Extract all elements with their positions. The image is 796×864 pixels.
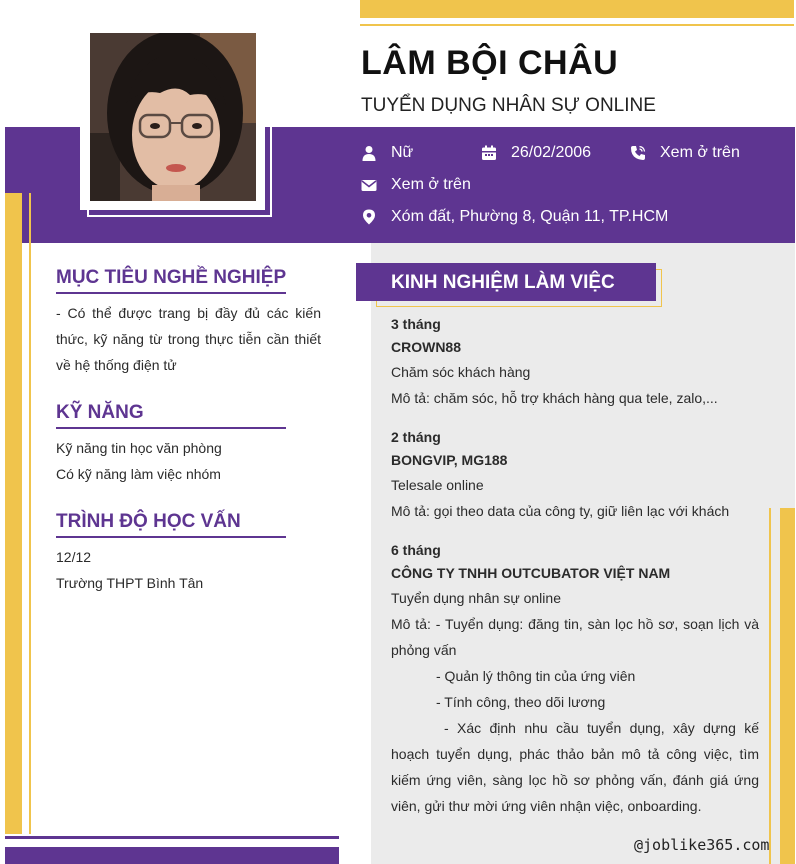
experience-description-item: - Quản lý thông tin của ứng viên bbox=[436, 668, 636, 684]
experience-role: Tuyển dụng nhân sự online bbox=[391, 590, 561, 606]
right-accent-line bbox=[769, 508, 771, 864]
education-title: TRÌNH ĐỘ HỌC VẤN bbox=[56, 511, 241, 532]
birthday-info bbox=[481, 144, 591, 162]
experience-role: Chăm sóc khách hàng bbox=[391, 364, 531, 380]
experience-item bbox=[391, 313, 759, 411]
profile-photo bbox=[90, 33, 256, 201]
experience-company: BONGVIP, MG188 bbox=[391, 452, 508, 468]
top-accent-bar bbox=[360, 0, 794, 18]
experience-duration: 3 tháng bbox=[391, 316, 441, 332]
experience-item bbox=[391, 426, 759, 524]
email-info bbox=[361, 176, 471, 194]
address-value: Xóm đất, Phường 8, Quận 11, TP.HCM bbox=[391, 208, 669, 225]
experience-role: Telesale online bbox=[391, 477, 484, 493]
bottom-accent-bar bbox=[5, 847, 339, 864]
candidate-position: TUYỂN DỤNG NHÂN SỰ ONLINE bbox=[361, 95, 656, 116]
calendar-icon bbox=[481, 145, 497, 161]
bottom-accent-line bbox=[5, 836, 339, 839]
address-info bbox=[361, 208, 668, 226]
location-pin-icon bbox=[361, 209, 377, 225]
experience-item bbox=[391, 539, 759, 819]
skills-underline bbox=[56, 427, 286, 429]
education-school: Trường THPT Bình Tân bbox=[56, 575, 204, 591]
skills-list bbox=[56, 435, 321, 487]
watermark: @joblike365.com bbox=[634, 836, 770, 854]
gender-value: Nữ bbox=[391, 144, 414, 161]
skill-item: Kỹ năng tin học văn phòng bbox=[56, 440, 222, 456]
phone-info bbox=[630, 144, 740, 162]
phone-value: Xem ở trên bbox=[660, 144, 740, 161]
experience-duration: 6 tháng bbox=[391, 542, 441, 558]
envelope-icon bbox=[361, 177, 377, 193]
education-underline bbox=[56, 536, 286, 538]
objective-underline bbox=[56, 292, 286, 294]
experience-title: KINH NGHIỆM LÀM VIỆC bbox=[391, 272, 615, 293]
birthday-value: 26/02/2006 bbox=[511, 144, 592, 161]
skill-item: Có kỹ năng làm việc nhóm bbox=[56, 466, 221, 482]
gender-info bbox=[361, 144, 413, 162]
experience-description: Mô tả: - Tuyển dụng: đăng tin, sàn lọc hồ sơ, soạn lịch và phỏng vấn bbox=[391, 616, 759, 658]
experience-description-item: - Tính công, theo dõi lương bbox=[436, 694, 606, 710]
right-accent-bar bbox=[780, 508, 795, 864]
experience-description-item: - Xác định nhu cầu tuyển dụng, xây dựng kế hoạch tuyển dụng, phác thảo bản mô tả công việc, tìm kiếm ứng viên, sàng lọc hồ sơ phỏng vấn, đánh giá ứng viên, gửi thư mời ứng viên nhận việc, onboarding. bbox=[391, 720, 759, 814]
objective-text: - Có thể được trang bị đầy đủ các kiến thức, kỹ năng từ trong thực tiễn cần thiết về hệ thống điện tử bbox=[56, 305, 321, 373]
objective-title: MỤC TIÊU NGHỀ NGHIỆP bbox=[56, 267, 287, 288]
left-accent-line bbox=[29, 193, 31, 834]
experience-duration: 2 tháng bbox=[391, 429, 441, 445]
experience-company: CÔNG TY TNHH OUTCUBATOR VIỆT NAM bbox=[391, 565, 671, 581]
education-grade: 12/12 bbox=[56, 549, 92, 565]
email-value: Xem ở trên bbox=[391, 176, 471, 193]
top-accent-line bbox=[360, 24, 794, 26]
experience-description: Mô tả: gọi theo data của công ty, giữ liên lạc với khách bbox=[391, 503, 730, 519]
skills-title: KỸ NĂNG bbox=[56, 402, 144, 423]
left-accent-bar bbox=[5, 193, 22, 834]
phone-icon bbox=[630, 145, 646, 161]
experience-company: CROWN88 bbox=[391, 339, 462, 355]
candidate-name: LÂM BỘI CHÂU bbox=[361, 44, 619, 82]
photo-frame bbox=[80, 33, 265, 210]
user-icon bbox=[361, 145, 377, 161]
experience-description: Mô tả: chăm sóc, hỗ trợ khách hàng qua tele, zalo,... bbox=[391, 390, 718, 406]
education-details bbox=[56, 544, 321, 596]
